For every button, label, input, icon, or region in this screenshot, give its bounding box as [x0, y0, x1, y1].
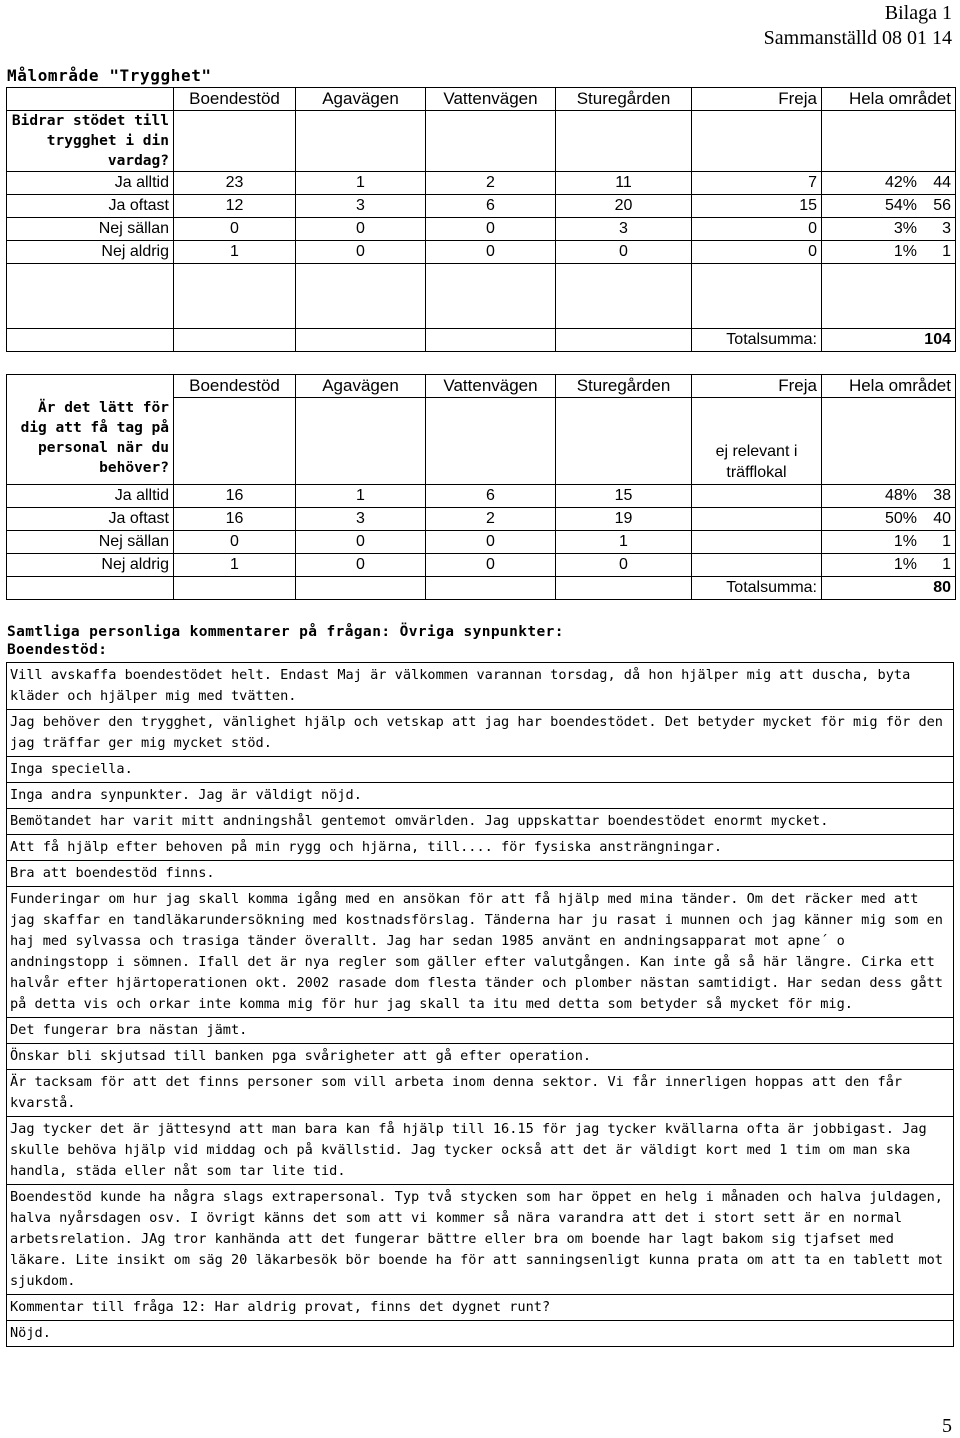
comments-subtitle: Boendestöd: [7, 642, 108, 658]
table-cell: 19 [556, 507, 692, 530]
table-row [7, 553, 956, 576]
comment-text: Kommentar till fråga 12: Har aldrig provat, finns det dygnet runt? [7, 1295, 954, 1321]
table-cell: 3 [296, 195, 426, 218]
table-header-row [7, 88, 956, 111]
count-cell: 40 [933, 509, 951, 527]
comment-row [7, 887, 954, 1018]
total-value: 104 [822, 329, 956, 352]
table-cell: 0 [174, 530, 296, 553]
count-cell: 1 [942, 532, 951, 550]
column-header: Sturegården [556, 88, 692, 111]
column-header: Freja [692, 88, 822, 111]
comment-text: Inga speciella. [7, 757, 954, 783]
count-cell: 3 [942, 220, 951, 237]
table-cell: 3 [296, 507, 426, 530]
percent-cell: 54% [884, 197, 917, 214]
table-cell: 6 [426, 484, 556, 507]
table-cell: 6 [426, 195, 556, 218]
table-cell: 0 [692, 241, 822, 264]
count-cell: 1 [942, 555, 951, 573]
table-cell: 2 [426, 507, 556, 530]
column-header: Sturegården [556, 375, 692, 398]
row-label: Ja oftast [7, 195, 174, 218]
comment-text: Önskar bli skjutsad till banken pga svårigheter att gå efter operation. [7, 1044, 954, 1070]
table-cell: 3 [556, 218, 692, 241]
table-cell: 23 [174, 172, 296, 195]
percent-cell: 1% [893, 532, 917, 550]
column-header: Boendestöd [174, 375, 296, 398]
survey-table-q1 [6, 87, 956, 352]
total-row [7, 329, 956, 352]
comment-row [7, 809, 954, 835]
column-header: Boendestöd [174, 88, 296, 111]
comment-row [7, 1321, 954, 1347]
comment-row [7, 861, 954, 887]
comment-row [7, 835, 954, 861]
table-cell: 0 [296, 530, 426, 553]
column-header: Vattenvägen [426, 88, 556, 111]
total-value: 80 [822, 576, 956, 599]
row-label: Nej sällan [7, 530, 174, 553]
percent-cell: 48% [884, 486, 917, 504]
comment-text: Att få hjälp efter behoven på min rygg och hjärna, till.... för fysiska ansträngningar. [7, 835, 954, 861]
table-row [7, 484, 956, 507]
table-cell: 0 [296, 218, 426, 241]
column-header: Agavägen [296, 375, 426, 398]
table-cell: 0 [692, 218, 822, 241]
comment-text: Det fungerar bra nästan jämt. [7, 1018, 954, 1044]
table-cell: 2 [426, 172, 556, 195]
table-cell: 12 [174, 195, 296, 218]
comment-text: Jag tycker det är jättesynd att man bara kan få hjälp till 16.15 för jag tycker kvällarna ofta är jobbigast. Jag skulle behöva hjälp vid middag och på kvällstid. Jag tycker också att det är väldigt kort med 1 tim om man ska handla, städa eller nåt som tar lite tid. [7, 1117, 954, 1185]
comment-row [7, 1295, 954, 1321]
column-header: Freja [692, 375, 822, 398]
table-cell: 1 [296, 172, 426, 195]
column-header: Hela området [822, 375, 956, 398]
comments-table [6, 662, 954, 1347]
table-cell: 20 [556, 195, 692, 218]
percent-cell: 50% [884, 509, 917, 527]
comment-row [7, 1044, 954, 1070]
comment-text: Funderingar om hur jag skall komma igång med en ansökan för att få hjälp med mina tänder. Om det räcker med att jag skaffar en tandläkarundersökning med kostnadsförslag. Tänderna har ju rasat i munnen och jag känner mig som en haj med sylvassa och trasiga tänder överallt. Jag har sedan 1985 använt en andningsapparat mot apne´ o andningstopp i sömnen. Ifall det är nya regler som gäller efter valutgången. Kan inte gå så här längre. Cirka ett halvår efter hjärtoperationen okt. 2002 rasade dom flesta tänder och plomber nästan samtidigt. Har sedan dess gått på detta vis och orkar inte komma mig för hur jag skall ta itu med detta som betyder så mycket för mig. [7, 887, 954, 1018]
attachment-label: Bilaga 1 [884, 2, 952, 24]
count-cell: 44 [933, 174, 951, 191]
table-cell: 0 [296, 553, 426, 576]
table-cell: 11 [556, 172, 692, 195]
percent-cell: 1% [893, 243, 917, 260]
table-row [7, 530, 956, 553]
column-header: Vattenvägen [426, 375, 556, 398]
table-cell: 1 [296, 484, 426, 507]
count-cell: 56 [933, 197, 951, 214]
total-label: Totalsumma: [692, 576, 822, 599]
comment-text: Nöjd. [7, 1321, 954, 1347]
page-number: 5 [942, 1415, 952, 1437]
comment-row [7, 1070, 954, 1117]
table-header-row [7, 375, 956, 398]
comment-row [7, 1018, 954, 1044]
comments-title: Samtliga personliga kommentarer på frågan: Övriga synpunkter: [7, 624, 564, 640]
table-cell: 1 [174, 553, 296, 576]
row-label: Ja alltid [7, 172, 174, 195]
compiled-date: Sammanställd 08 01 14 [763, 27, 952, 49]
percent-cell: 42% [884, 174, 917, 191]
freja-note: ej relevant i träfflokal [692, 398, 822, 485]
comment-text: Boendestöd kunde ha några slags extrapersonal. Typ två stycken som har öppet en helg i månaden och halva juldagen, halva nyårsdagen osv. I övrigt känns det som att vi kommer så nära varandra att det i stort sett är en normal arbetsrelation. JAg tror kanhända att det fungerar bättre eller bra om boende har lagt bakom sig tjafset med läkare. Lite insikt om säg 20 läkarbesök bör boende ha för att sanningsenligt kunna prata om att ta en tablett mot sjukdom. [7, 1185, 954, 1295]
comment-text: Bra att boendestöd finns. [7, 861, 954, 887]
table-cell: 0 [426, 530, 556, 553]
table-cell: 15 [692, 195, 822, 218]
row-label: Nej aldrig [7, 241, 174, 264]
comment-row [7, 757, 954, 783]
column-header: Agavägen [296, 88, 426, 111]
table-cell: 7 [692, 172, 822, 195]
table-cell: 0 [556, 241, 692, 264]
table-cell: 15 [556, 484, 692, 507]
question-row [7, 398, 956, 485]
table-cell: 1 [174, 241, 296, 264]
total-label: Totalsumma: [692, 329, 822, 352]
table-cell: 0 [174, 218, 296, 241]
table-cell: 1 [556, 530, 692, 553]
table-cell: 0 [426, 241, 556, 264]
comment-text: Jag behöver den trygghet, vänlighet hjälp och vetskap att jag har boendestödet. Det betyder mycket för mig för den jag träffar ger mig mycket stöd. [7, 710, 954, 757]
comment-text: Bemötandet har varit mitt andningshål gentemot omvärlden. Jag uppskattar boendestödet enormt mycket. [7, 809, 954, 835]
table-row [7, 507, 956, 530]
comment-text: Är tacksam för att det finns personer som vill arbeta inom denna sektor. Vi får innerligen hoppas att den får kvarstå. [7, 1070, 954, 1117]
percent-cell: 1% [893, 555, 917, 573]
row-label: Nej aldrig [7, 553, 174, 576]
total-row [7, 576, 956, 599]
table-row [7, 172, 956, 195]
count-cell: 1 [942, 243, 951, 260]
table-cell: 0 [296, 241, 426, 264]
comment-row [7, 783, 954, 809]
question-text: Är det lätt för dig att få tag på personal när du behöver? [7, 398, 174, 485]
table-cell: 16 [174, 507, 296, 530]
question-text: Bidrar stödet till trygghet i din vardag? [7, 111, 174, 172]
area-title: Målområde "Trygghet" [7, 66, 212, 85]
table-cell: 16 [174, 484, 296, 507]
comment-text: Inga andra synpunkter. Jag är väldigt nöjd. [7, 783, 954, 809]
comment-row [7, 663, 954, 710]
table-row [7, 218, 956, 241]
row-label: Ja oftast [7, 507, 174, 530]
row-label: Ja alltid [7, 484, 174, 507]
table-row [7, 241, 956, 264]
comment-row [7, 1185, 954, 1295]
count-cell: 38 [933, 486, 951, 504]
question-row [7, 111, 956, 172]
row-label: Nej sällan [7, 218, 174, 241]
table-cell: 0 [556, 553, 692, 576]
spacer-row [7, 264, 956, 329]
table-cell: 0 [426, 218, 556, 241]
table-row [7, 195, 956, 218]
table-cell: 0 [426, 553, 556, 576]
comment-text: Vill avskaffa boendestödet helt. Endast Maj är välkommen varannan torsdag, då hon hjälper mig att duscha, byta kläder och hjälper mig med tvätten. [7, 663, 954, 710]
column-header: Hela området [822, 88, 956, 111]
comment-row [7, 1117, 954, 1185]
percent-cell: 3% [893, 220, 917, 237]
comment-row [7, 710, 954, 757]
survey-table-q2 [6, 374, 956, 600]
